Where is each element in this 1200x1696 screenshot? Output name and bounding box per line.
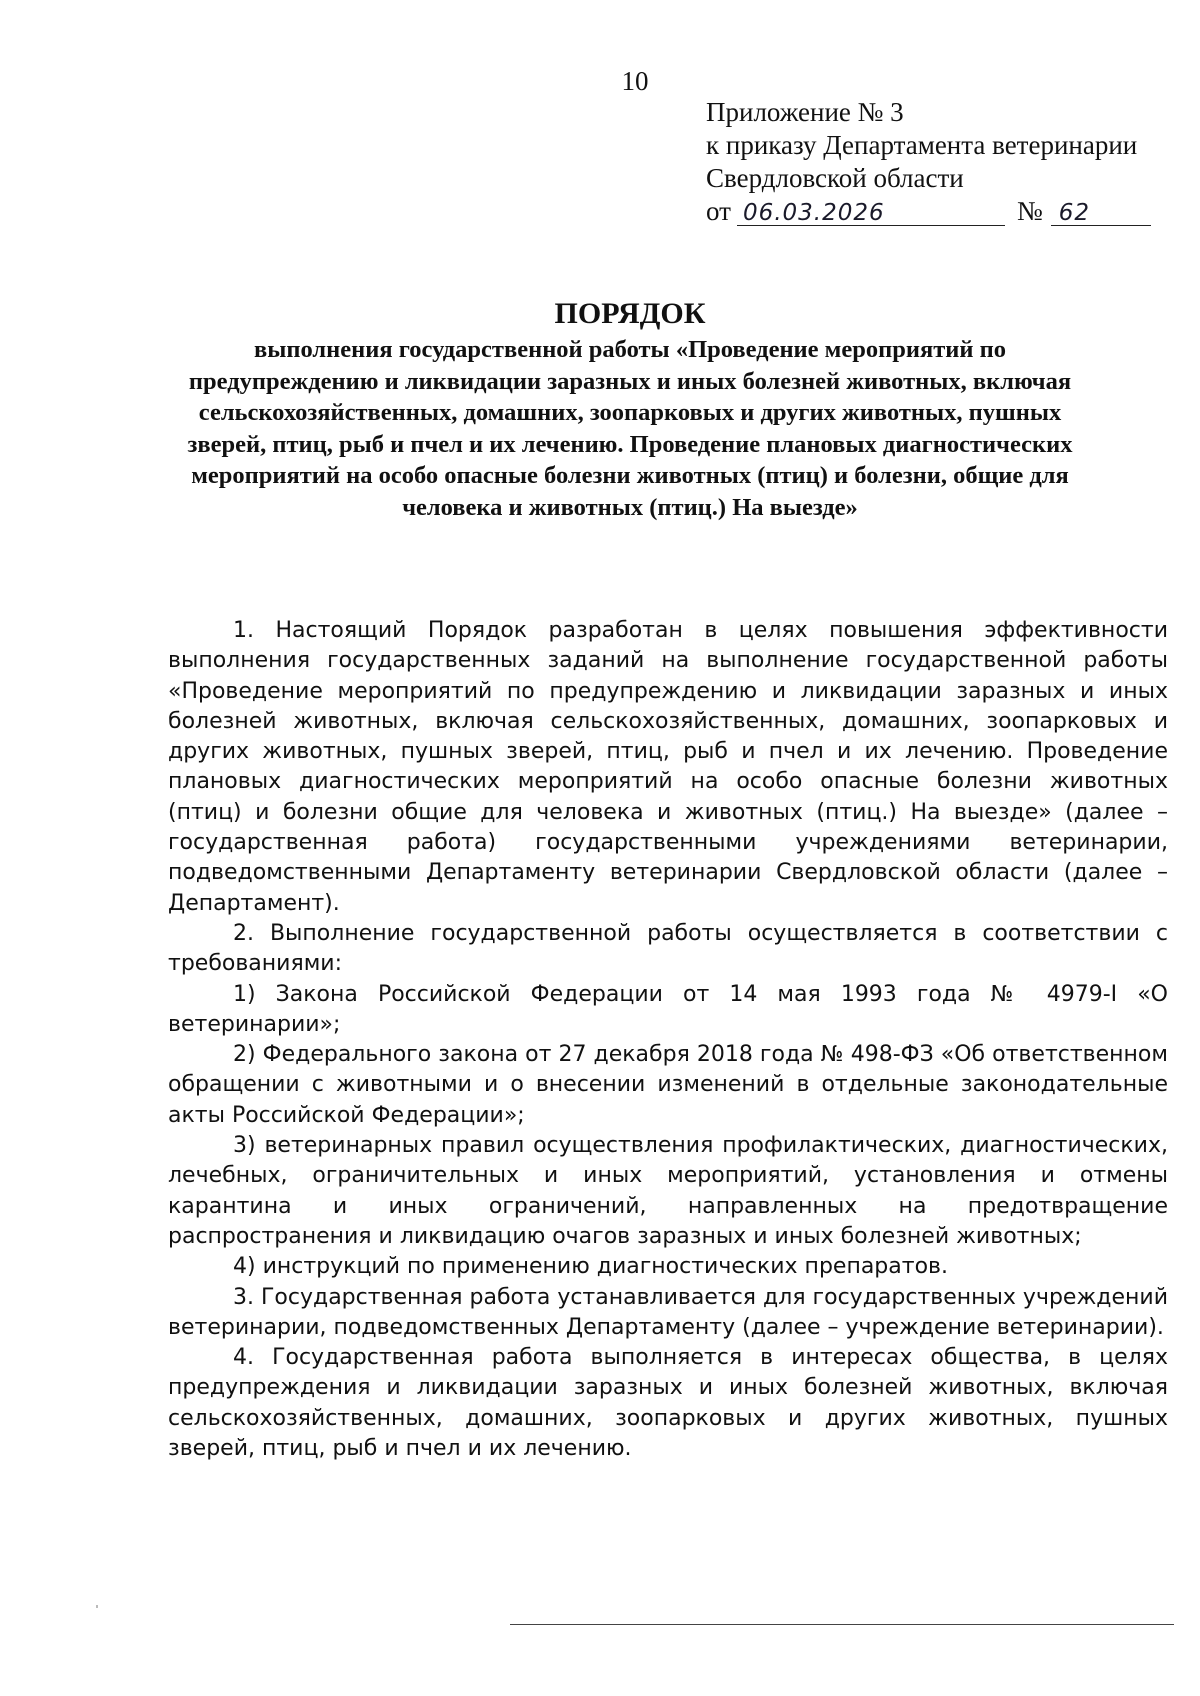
document-body [168, 616, 1168, 1464]
paragraph-4: 4. Государственная работа выполняется в интересах общества, в целях предупреждения и ликвидации заразных и иных болезней животных, включая сельскохозяйственных, домашних, зоопарковых и других животных, пушных зверей, птиц, рыб и пчел и их лечению. [168, 1345, 1168, 1462]
handwritten-number: 62 [1051, 201, 1151, 226]
number-prefix: № [1016, 196, 1043, 226]
document-title-block [170, 296, 1090, 523]
date-prefix: от [706, 196, 731, 226]
paragraph-2: 2. Выполнение государственной работы осуществляется в соответствии с требованиями: [168, 920, 1168, 977]
page-number: 10 [621, 66, 649, 96]
handwritten-date: 06.03.2026 [737, 201, 1005, 226]
appendix-label: Приложение № 3 [706, 97, 904, 127]
appendix-order-ref: к приказу Департамента ветеринарии [706, 130, 1138, 160]
appendix-date-line [706, 195, 1176, 228]
paragraph-1: 1. Настоящий Порядок разработан в целях повышения эффективности выполнения государственных заданий на выполнение государственной работы «Проведение мероприятий по предупреждению и ликвидации заразных и иных болезней животных, включая сельскохозяйственных, домашних, зоопарковых и других животных, пушных зверей, птиц, рыб и пчел и их лечению. Проведение плановых диагностических мероприятий на особо опасные болезни животных (птиц) и болезни общие для человека и животных (птиц.) На выезде» (далее – государственная работа) государственными учреждениями ветеринарии, подведомственными Департаменту ветеринарии Свердловской области (далее – Департамент). [168, 618, 1168, 916]
document-title: ПОРЯДОК [554, 297, 706, 330]
paragraph-2-item-4: 4) инструкций по применению диагностических препаратов. [233, 1254, 948, 1280]
paragraph-2-item-2: 2) Федерального закона от 27 декабря 2018 года № 498-ФЗ «Об ответственном обращении с животными и о внесении изменений в отдельные законодательные акты Российской Федерации»; [168, 1042, 1168, 1128]
footer-divider [510, 1624, 1174, 1625]
paragraph-2-item-3: 3) ветеринарных правил осуществления профилактических, диагностических, лечебных, ограничительных и иных мероприятий, установления и отмены карантина и иных ограничений, направленных на предотвращение распространения и ликвидацию очагов заразных и иных болезней животных; [168, 1133, 1168, 1249]
paragraph-3: 3. Государственная работа устанавливается для государственных учреждений ветеринарии, подведомственных Департаменту (далее – учреждение ветеринарии). [168, 1284, 1168, 1340]
appendix-region: Свердловской области [706, 163, 964, 193]
document-subtitle: выполнения государственной работы «Проведение мероприятий по предупреждению и ликвидации заразных и иных болезней животных, включая сельскохозяйственных, домашних, зоопарковых и других животных, пушных зверей, птиц, рыб и пчел и их лечению. Проведение плановых диагностических мероприятий на особо опасные болезни животных (птиц) и болезни, общие для человека и животных (птиц.) На выезде» [187, 336, 1073, 521]
scan-speck [96, 1605, 98, 1608]
appendix-header [706, 96, 1176, 228]
paragraph-2-item-1: 1) Закона Российской Федерации от 14 мая 1993 года № 4979-I «О ветеринарии»; [168, 981, 1168, 1037]
